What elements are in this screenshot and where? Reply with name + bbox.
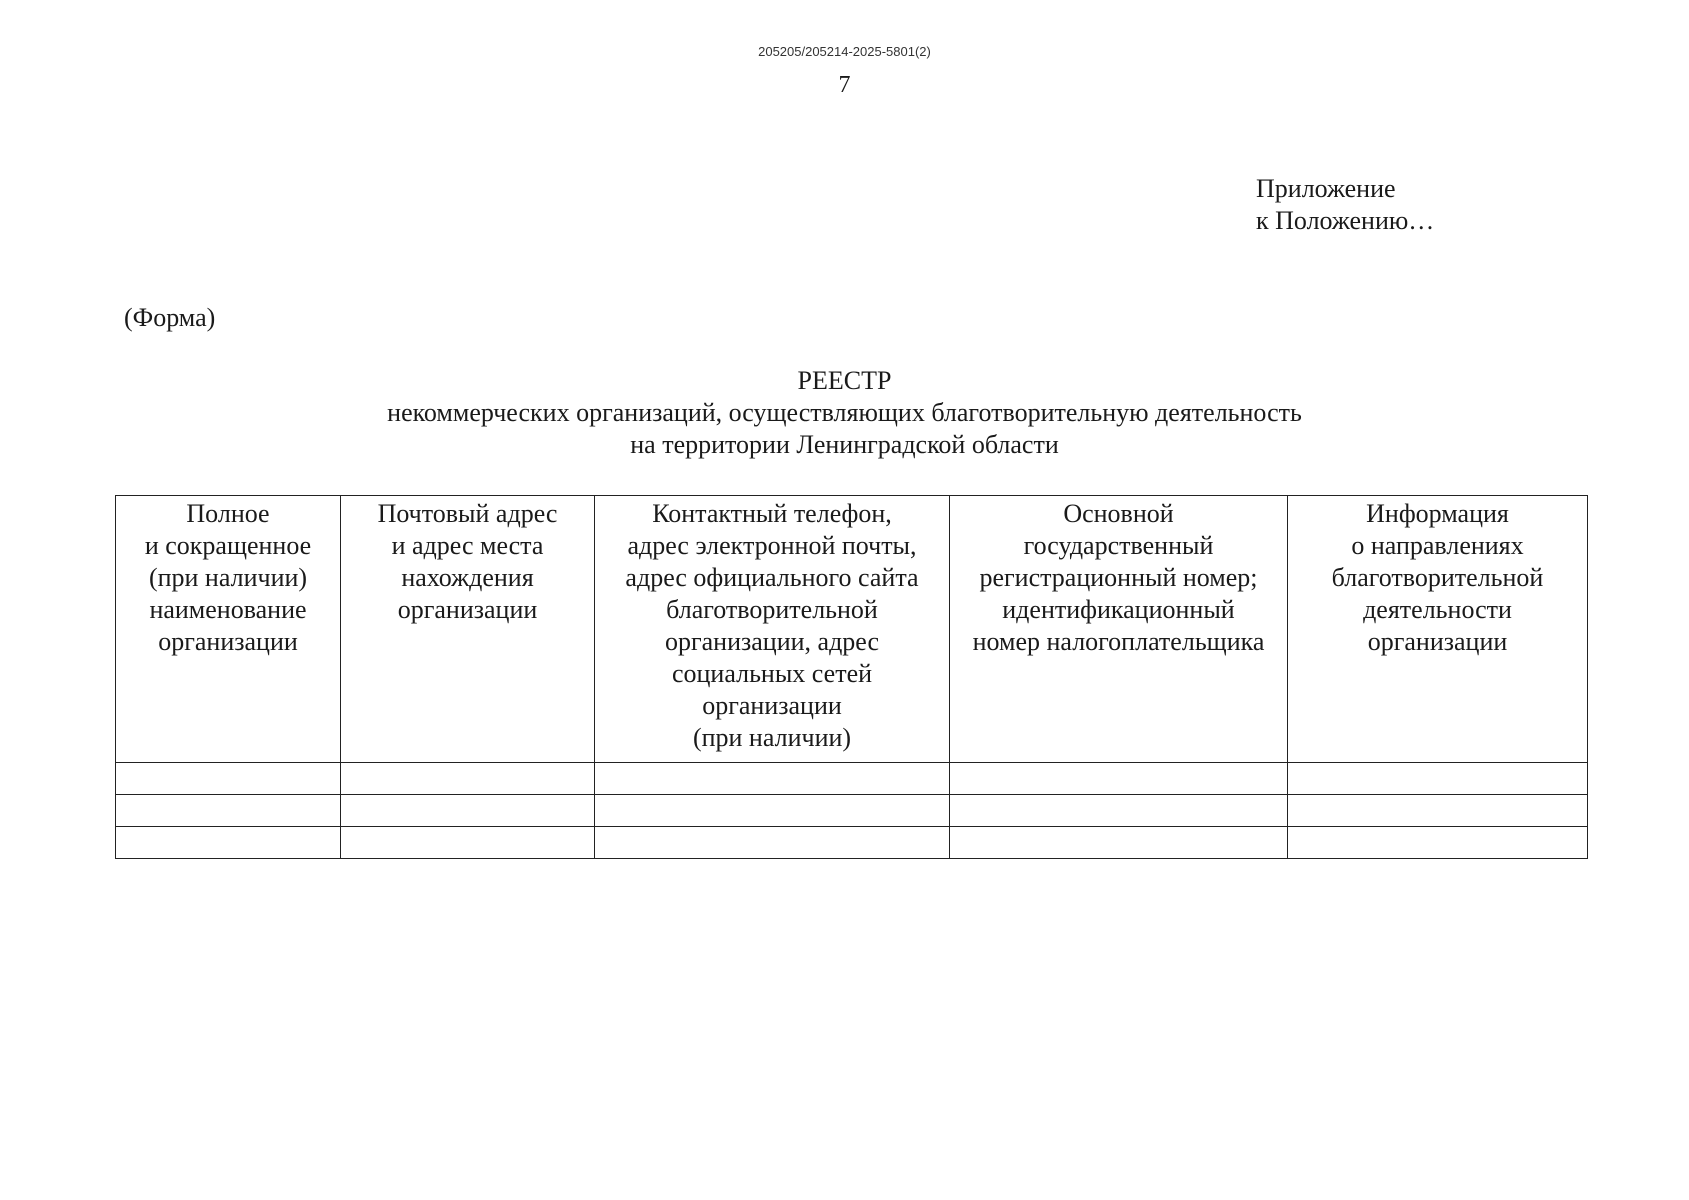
- table-row: [116, 827, 1588, 859]
- appendix-line-1: Приложение: [1256, 174, 1396, 203]
- column-header-registration: Основной государственный регистрационный номер; идентификационный номер налогоплательщика: [950, 496, 1288, 763]
- table-cell: [595, 795, 950, 827]
- table-cell: [950, 795, 1288, 827]
- registry-title: [0, 365, 1689, 461]
- column-header-address: Почтовый адрес и адрес места нахождения организации: [341, 496, 595, 763]
- document-id: 205205/205214-2025-5801(2): [758, 44, 931, 59]
- column-header-contacts: Контактный телефон, адрес электронной почты, адрес официального сайта благотворительной организации, адрес социальных сетей организации (при наличии): [595, 496, 950, 763]
- table-row: [116, 763, 1588, 795]
- table-cell: [116, 827, 341, 859]
- table-cell: [950, 763, 1288, 795]
- table-cell: [1288, 827, 1588, 859]
- table-cell: [595, 763, 950, 795]
- table-cell: [1288, 795, 1588, 827]
- table-cell: [116, 795, 341, 827]
- title-heading: РЕЕСТР: [797, 366, 892, 395]
- table-cell: [1288, 763, 1588, 795]
- table-cell: [116, 763, 341, 795]
- column-header-name: Полное и сокращенное (при наличии) наименование организации: [116, 496, 341, 763]
- table-cell: [595, 827, 950, 859]
- page-number: 7: [838, 72, 851, 98]
- table-row: [116, 795, 1588, 827]
- form-label: (Форма): [124, 303, 216, 332]
- column-header-activity-info: Информация о направлениях благотворительной деятельности организации: [1288, 496, 1588, 763]
- appendix-line-2: к Положению…: [1256, 206, 1435, 235]
- table-cell: [341, 763, 595, 795]
- registry-table: [115, 495, 1588, 859]
- table-cell: [341, 827, 595, 859]
- title-line-2: на территории Ленинградской области: [630, 430, 1059, 459]
- table-header-row: [116, 496, 1588, 763]
- table-cell: [341, 795, 595, 827]
- title-line-1: некоммерческих организаций, осуществляющих благотворительную деятельность: [387, 398, 1302, 427]
- table-cell: [950, 827, 1288, 859]
- appendix-note: [1256, 173, 1434, 237]
